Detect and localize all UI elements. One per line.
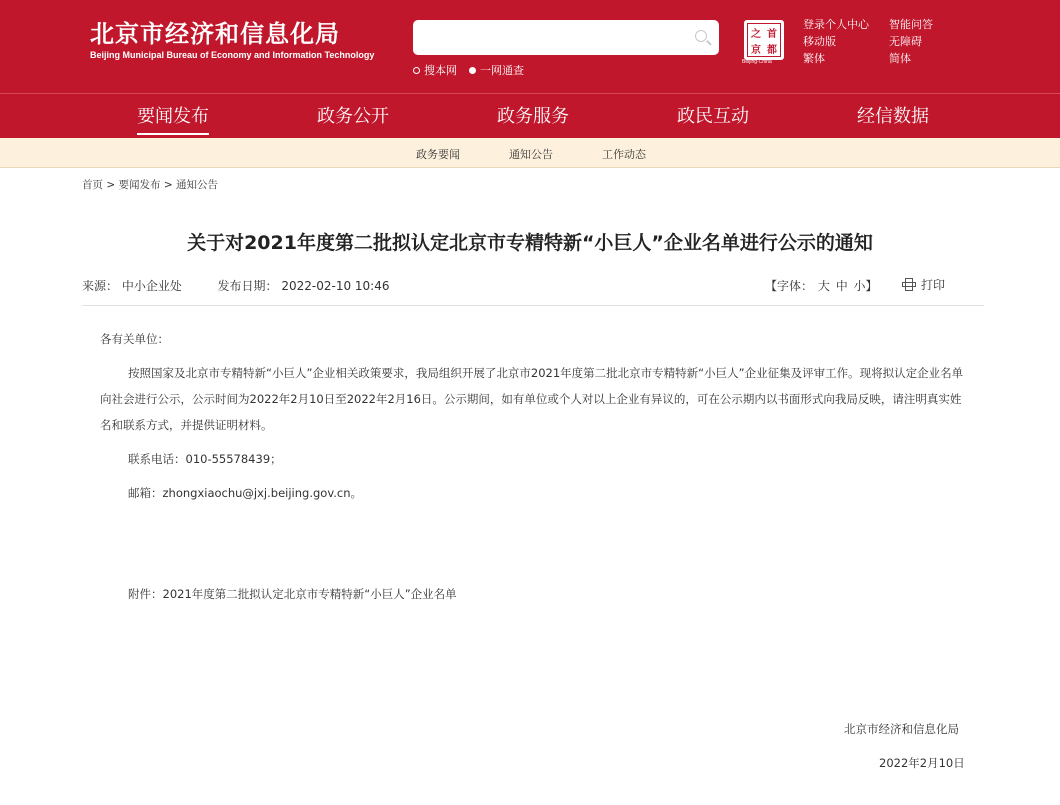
scope-all-label: 一网通查 — [480, 64, 524, 77]
site-header — [0, 0, 1060, 93]
traditional-link[interactable]: 繁体 — [803, 52, 825, 65]
seal-char: 京 — [751, 44, 761, 56]
breadcrumb-news[interactable]: 要闻发布 — [118, 179, 161, 191]
scope-site-radio[interactable] — [413, 62, 457, 78]
printer-icon — [902, 278, 916, 291]
contact-email: 邮箱：zhongxiaochu@jxj.beijing.gov.cn。 — [128, 486, 363, 500]
site-logo-subtitle: Beijing Municipal Bureau of Economy and Information Technology — [90, 50, 375, 60]
seal-char: 之 — [751, 28, 761, 40]
salutation: 各有关单位： — [100, 332, 169, 346]
date-value: 2022-02-10 10:46 — [281, 279, 390, 293]
radio-checked-icon — [469, 67, 476, 74]
source-value: 中小企业处 — [121, 279, 182, 293]
login-link[interactable]: 登录个人中心 — [803, 18, 869, 31]
subnav-item-work[interactable]: 工作动态 — [602, 148, 646, 161]
contact-phone: 联系电话：010-55578439； — [128, 452, 282, 466]
attachment-link[interactable]: 附件：2021年度第二批拟认定北京市专精特新“小巨人”企业名单 — [128, 587, 457, 601]
site-logo-title[interactable]: 北京市经济和信息化局 — [90, 20, 340, 48]
subnav-item-news[interactable]: 政务要闻 — [416, 148, 460, 161]
font-size-control — [765, 277, 879, 294]
qa-link[interactable]: 智能问答 — [889, 18, 933, 31]
print-label: 打印 — [921, 278, 946, 292]
mobile-link[interactable]: 移动版 — [803, 35, 836, 48]
main-nav — [0, 93, 1060, 138]
radio-unchecked-icon — [413, 67, 420, 74]
breadcrumb-separator: > — [106, 179, 116, 191]
source-label: 来源： — [82, 279, 119, 293]
breadcrumb-separator: > — [163, 179, 173, 191]
simplified-link[interactable]: 简体 — [889, 52, 911, 65]
capital-seal-logo[interactable] — [744, 20, 784, 60]
search-input[interactable] — [413, 20, 719, 55]
search-scope — [413, 62, 524, 78]
seal-char: 都 — [767, 44, 777, 56]
search-icon[interactable] — [695, 30, 707, 42]
breadcrumb — [82, 177, 218, 192]
seal-char: 首 — [767, 28, 777, 40]
breadcrumb-notices[interactable]: 通知公告 — [176, 179, 218, 191]
signature: 北京市经济和信息化局 — [844, 722, 959, 736]
font-size-label: 【字体： — [765, 279, 814, 293]
nav-item-interaction[interactable]: 政民互动 — [677, 106, 749, 127]
font-medium-button[interactable]: 中 — [835, 279, 848, 293]
nav-item-services[interactable]: 政务服务 — [497, 106, 569, 127]
nav-item-data[interactable]: 经信数据 — [857, 106, 929, 127]
font-large-button[interactable]: 大 — [817, 279, 830, 293]
accessibility-link[interactable]: 无障碍 — [889, 35, 922, 48]
print-button[interactable] — [902, 276, 945, 293]
nav-item-news[interactable]: 要闻发布 — [137, 106, 209, 127]
nav-active-indicator — [137, 133, 209, 135]
subnav-item-notices[interactable]: 通知公告 — [509, 148, 553, 161]
meta-divider — [82, 305, 984, 306]
article-meta — [82, 277, 390, 294]
article-title: 关于对2021年度第二批拟认定北京市专精特新“小巨人”企业名单进行公示的通知 — [187, 232, 873, 254]
scope-all-radio[interactable] — [469, 62, 524, 78]
article-body: 按照国家及北京市专精特新“小巨人”企业相关政策要求，我局组织开展了北京市2021年度第二批北京市专精特新“小巨人”企业征集及评审工作。现将拟认定企业名单向社会进行公示，公示时间为2022年2月10日至2022年2月16日。公示期间，如有单位或个人对以上企业有异议的，可在公示期内以书面形式向我局反映，请注明真实姓名和联系方式，并提供证明材料。 — [100, 366, 964, 432]
header-links — [803, 18, 959, 66]
breadcrumb-home[interactable]: 首页 — [82, 179, 103, 191]
sub-nav — [0, 138, 1060, 168]
font-small-button[interactable]: 小】 — [853, 279, 878, 293]
date-label: 发布日期： — [217, 279, 278, 293]
seal-caption: Beijing·China — [742, 59, 772, 65]
scope-site-label: 搜本网 — [424, 64, 457, 77]
sign-date: 2022年2月10日 — [879, 756, 965, 770]
nav-item-affairs[interactable]: 政务公开 — [317, 106, 389, 127]
